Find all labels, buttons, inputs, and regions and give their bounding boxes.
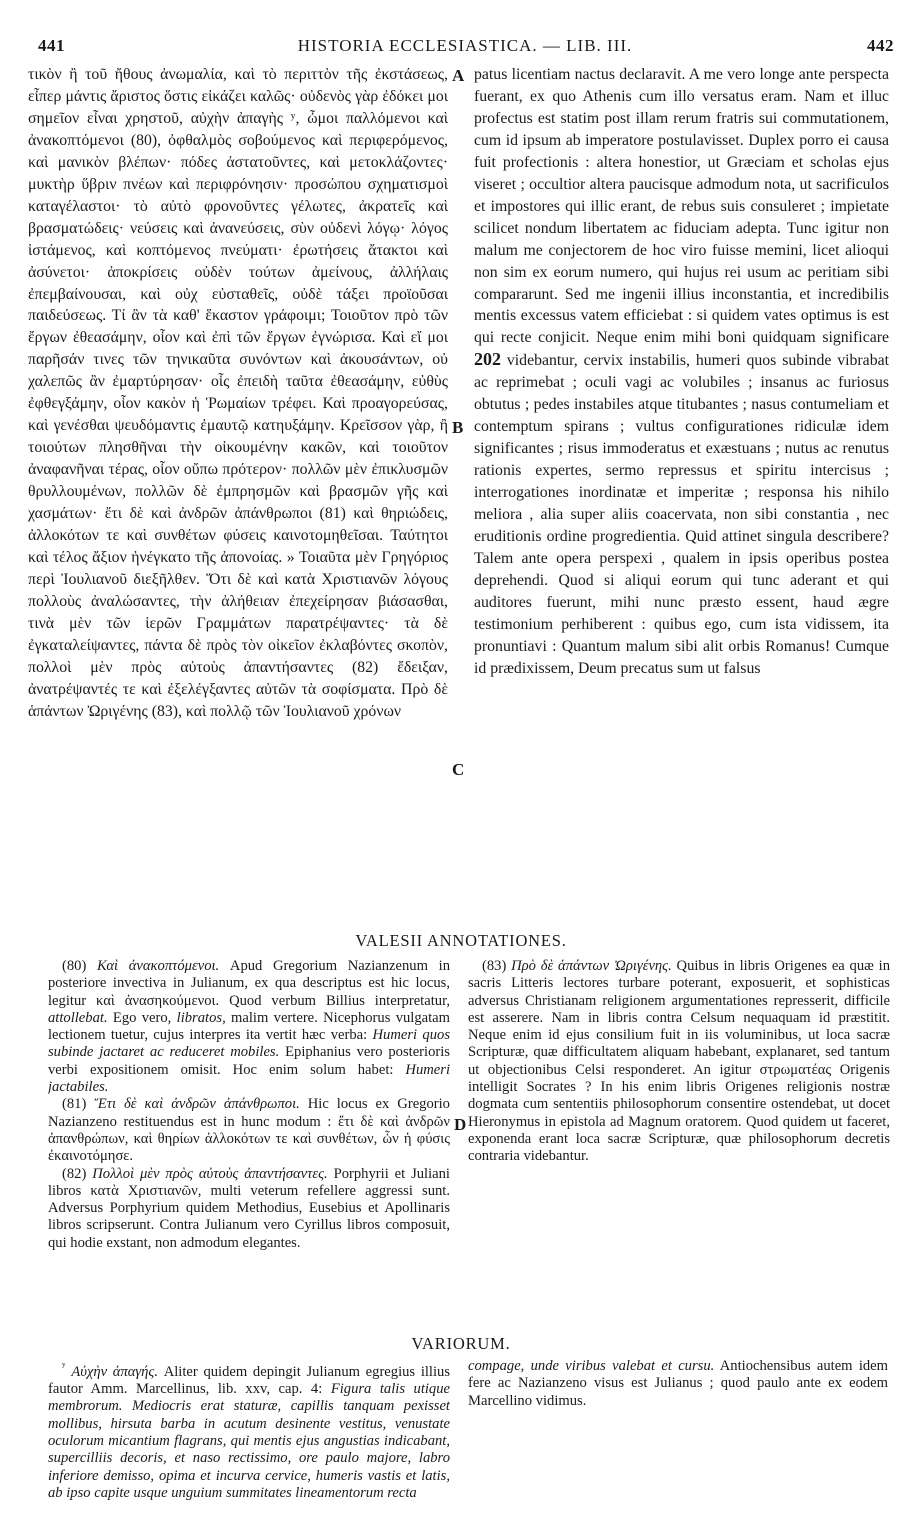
column-number: 202 [474,349,501,370]
annotation-82 [48,1166,450,1252]
note-number: (82) [62,1165,87,1182]
greek-text: τικὸν ἢ τοῦ ἤθους ἀνωμαλία, καὶ τὸ περιττὸν τῆς ἐκστάσεως, εἶπερ μάντις ἄριστος ὅστις εἰκάζει καλῶς· οὐδενὸς γὰρ ἐδόκει μοι σημεῖον εἶναι χρηστοῦ, αὐχὴν ἀπαγὴς ʸ, ὦμοι παλλόμενοι καὶ ἀνακοπτόμενοι (80), ὀφθαλμὸς σοβούμενος καὶ περιφερόμενος, καὶ μανικὸν βλέπων· πόδες ἀστατοῦντες, καὶ μετοκλάζοντες· μυκτὴρ ὕβριν πνέων καὶ περιφρόνησιν· προσώπου σχηματισμοὶ καταγέλαστοι· τὸ αὐτὸ φρονοῦντες γέλωτες, ἀκρατεῖς καὶ βρασματώδεις· νεύσεις καὶ ἀνανεύσεις, σὺν οὐδενὶ λόγῳ· λόγος ἱστάμενος, καὶ κοπτόμενος πνεύματι· ἐρωτήσεις ἄτακτοι καὶ ἀσύνετοι· ἀποκρίσεις οὐδὲν τούτων ἀμείνους, ἀλλήλαις ἐπεμβαίνουσαι, καὶ οὐχ εὐσταθεῖς, οὐδὲ τάξει προϊοῦσαι παιδεύσεως. Τί ἂν τὰ καθ' ἕκαστον γράφοιμι; Τοιοῦτον πρὸ τῶν ἔργων ἐθεασάμην, οἷον καὶ ἐπὶ τῶν ἔργων ἐγνώρισα. Καὶ εἴ μοι παρῆσάν τινες τῶν τηνικαῦτα συνόντων καὶ ἀκουσάντων, οὐ χαλεπῶς ἂν ἐμαρτύρησαν· οἷς ἐπειδὴ ταῦτα ἐθεασάμην, εὐθὺς ἐφθεγξάμην, οἷον κακὸν ἡ Ῥωμαίων τρέφει. Καὶ προαγορεύσας, καὶ γενέσθαι ψευδόμαντις ἐμαυτῷ κατηυξάμην. Κρεῖσσον γὰρ, ἢ τοιούτων πλησθῆναι τὴν οἰκουμένην κακῶν, καὶ τοιοῦτον ἀναφανῆναι τέρας, οἷον οὔπω πρότερον· πολλῶν μὲν ἐπικλυσμῶν θρυλλουμένων, πολλῶν δὲ ἐμπρησμῶν καὶ βρασμῶν γῆς καὶ χασμάτων· ἔτι δὲ καὶ ἀνδρῶν ἀπάνθρωποι (81) καὶ θηριώδεις, ἀλλοκότων τε καὶ συνθέτων φύσεις καινοτομηθεῖσαι. Ταύτητοι καὶ τέλος ἄξιον ἠνέγκατο τῆς ἀπονοίας. » Τοιαῦτα μὲν Γρηγόριος περὶ Ἰουλιανοῦ διεξῆλθεν. Ὅτι δὲ καὶ κατὰ Χριστιανῶν λόγους πολλοὺς ἀναλώσαντες, τὴν ἀλήθειαν ἐπεχείρησαν βιάσασθαι, τινὰ μὲν τῶν ἱερῶν Γραμμάτων παρατρέψαντες· τὰ δὲ ἐγκαταλείψαντες, πάντα δὲ πρὸς τὸν οἰκεῖον ἐκλαβόντες σκοπὸν, πολλοὶ μὲν πρὸς αὐτοὺς ἀπαντήσαντες (82) ἔδειξαν, ἀνατρέψαντές τε καὶ ἐξελέγξαντες αὐτῶν τὰ σοφίσματα. Πρὸ δὲ ἁπάντων Ὠριγένης (83), καὶ πολλῷ τῶν Ἰουλιανοῦ χρόνων [28,66,448,720]
note-lemma: Πρὸ δὲ ἁπάντων Ὠριγένης. [511,958,672,974]
variorum-text-continued: Antiochensibus autem idem fere ac Nazianzeno visus est Julianus ; quod paulo ante ex eodem Marcellino vidimus. [468,1358,888,1409]
note-lemma: Πολλοὶ μὲν πρὸς αὐτοὺς ἀπαντήσαντες. [92,1165,328,1182]
note-italic: Humeri quos subinde jactaret ac reduceret mobiles. [48,1027,450,1061]
variorum-left-column [48,1358,450,1518]
note-text: Porphyrii et Juliani libros κατὰ Χριστιανῶν, multi veterum refellere aggressi sunt. Adversus Porphyrium quidem Methodius, Eusebius et Apollinaris libros scripserunt. Contra Julianum vero Cyrillus libros composuit, qui hodie exstant, non admodum elegantes. [48,1165,450,1251]
variorum-note-start [48,1358,450,1502]
note-italic: Humeri jactabiles. [48,1061,450,1096]
note-text: Apud Gregorium Nazianzenum in posteriore invectiva in Julianum, ex qua descriptus est hic locus, legitur καὶ ἀνασηκούμενοι. Quod verbum Billius interpretatur, [48,958,450,1009]
variorum-quote-continued: compage, unde viribus valebat et cursu. [468,1358,715,1374]
margin-letter-d: D [454,1115,467,1134]
note-number: (80) [62,958,87,974]
annotations-right-column [468,958,890,1328]
page-number-left: 441 [38,36,65,55]
variorum-note-continued [468,1358,888,1410]
page-number-right: 442 [867,36,894,55]
note-lemma: Ἔτι δὲ καὶ ἀνδρῶν ἀπάνθρωποι. [94,1096,300,1113]
note-text: Quibus in libris Origenes ea quæ in sacris Litteris lectores turbare poterant, exposuerit, et sophisticas adversus Christianam religionem argumentationes represserit, difficile est asserere. Nam in libris contra Celsum nequaquam id præstitit. Neque enim id ejus consilium fuit in iis voluminibus, ut loca sacræ Scripturæ, quæ difficultatem aliquam habebant, explanaret, sed tantum ut objectionibus Celsi responderet. An igitur στρωματέας Origenis intelligit Socrates ? In his enim libris Origenes religionis nostræ dogmata cum sententiis philosophorum consentire ostendebat, ut docet Hieronymus in epistola ad Magnum oratorem. Quod quidem ut faceret, exponenda erant loca sacræ Scripturæ, quæ philosophorum decretis contraria videbantur. [468,958,890,1165]
footnote-mark: ʸ [62,1359,66,1373]
note-text: Epiphanius vero posterioris verbi expositionem omisit. Hoc enim solum habet: [48,1044,450,1078]
note-lemma: Καὶ ἀνακοπτόμενοι. [97,958,220,974]
note-text: Ego vero, [112,1009,172,1026]
annotation-81 [48,1096,450,1165]
variorum-quote: Figura talis utique membrorum. Mediocris erat staturæ, capillis tanquam pexisset mollibus, hirsuta barba in acutum desinente vestitus, venustate oculorum micantium flagrans, qui mentis ejus angustias indicabant, supercilliis decoris, et naso rectissimo, ore paulo majore, labro inferiore demisso, opima et incurva cervice, humeris vastis et latis, ab ipso capite usque unguium summitates lineamentorum recta [48,1381,450,1501]
variorum-right-column [468,1358,888,1518]
note-number: (83) [482,958,507,974]
variorum-lemma: Αὐχὴν ἀπαγής. [71,1363,158,1380]
annotations-left-column [48,958,450,1328]
note-number: (81) [62,1096,87,1113]
page-title: HISTORIA ECCLESIASTICA. — LIB. III. [297,36,633,55]
running-head [28,34,902,58]
greek-text-column [28,64,448,912]
annotation-83 [468,958,890,1166]
note-italic: attollebat. [48,1009,108,1026]
margin-letter-c: C [452,760,465,779]
note-italic: libratos, [176,1009,226,1026]
variorum-heading: VARIORUM. [411,1334,511,1353]
margin-letter-a: A [452,66,465,85]
note-text: Hic locus ex Gregorio Nazianzeno restituendus est in hunc modum : ἔτι δὲ καὶ ἀνδρῶν ἀπανθρώπων, καὶ θηρίων ἀλλοκότων τε καὶ συνθέτων, ὧν ἡ φύσις ἐκαινοτόμησε. [48,1096,450,1165]
variorum-text: Aliter quidem depingit Julianum egregius illius fautor Amm. Marcellinus, lib. xxv, cap. 4: [48,1363,450,1398]
note-text: malim vertere. Nicephorus vulgatam lectionem tuetur, cujus interpres ita vertit hæc verba: [48,1009,450,1044]
annotation-80 [48,958,450,1096]
margin-letter-b: B [452,418,464,437]
valesii-heading: VALESII ANNOTATIONES. [355,931,567,950]
latin-text-column [474,64,889,912]
latin-text: patus licentiam nactus declaravit. A me vero longe ante perspecta fuerant, ex quo Athenis cum illo versatus eram. Nam et illuc profectus est statim post illam rerum fratris sui commutationem, cum id ipsum ab imperatore postulavisset. Duplex porro ei causa fuit profectionis : altera honestior, ut Græciam et scholas ejus viseret ; occultior altera paucisque admodum nota, ut sacrificulos et impostores qui illic erant, de rebus suis consuleret ; impietate scilicet nondum libertatem ac fiduciam adepta. Tunc igitur non malum me conjectorem de hoc viro fuisse memini, licet alioqui non sim ex eorum numero, qui hujus rei usum ac peritiam sibi compararunt. Sed me ingenii illius inconstantia, et incredibilis mentis excessus vatem efficiebat : si quidem vates optimus is est qui recte conjicit. Neque enim mihi boni quidquam significare 202 videbantur, cervix instabilis, humeri quos subinde vibrabat ac reprimebat ; oculi vagi ac volubiles ; insanus ac furiosus obtutus ; pedes instabiles atque titubantes ; nasus contumeliam et contemptum spirans ; vultus configurationes ridiculæ idem significantes ; risus immoderatus et exæstuans ; nutus ac renutus rationis expertes, sermo repressus et spiritu intercisus ; interrogationes inordinatæ et imperitæ ; responsa his nihilo meliora , alia super aliis coacervata, non sibi constantia , nec eruditionis ordine progredientia. Quid attinet singula describere? Talem ante opera perspexi , qualem in ipsis operibus postea deprehendi. Quod si aliqui eorum qui tunc aderant et qui auditores fuerunt, mihi nunc præsto essent, haud ægre testimonium perhiberent : quibus ego, cum ista vidissem, ita pronuntiavi : Quantum malum sibi alit orbis Romanus! Cumque id prædixissem, Deum precatus sum ut falsus [474,66,889,677]
